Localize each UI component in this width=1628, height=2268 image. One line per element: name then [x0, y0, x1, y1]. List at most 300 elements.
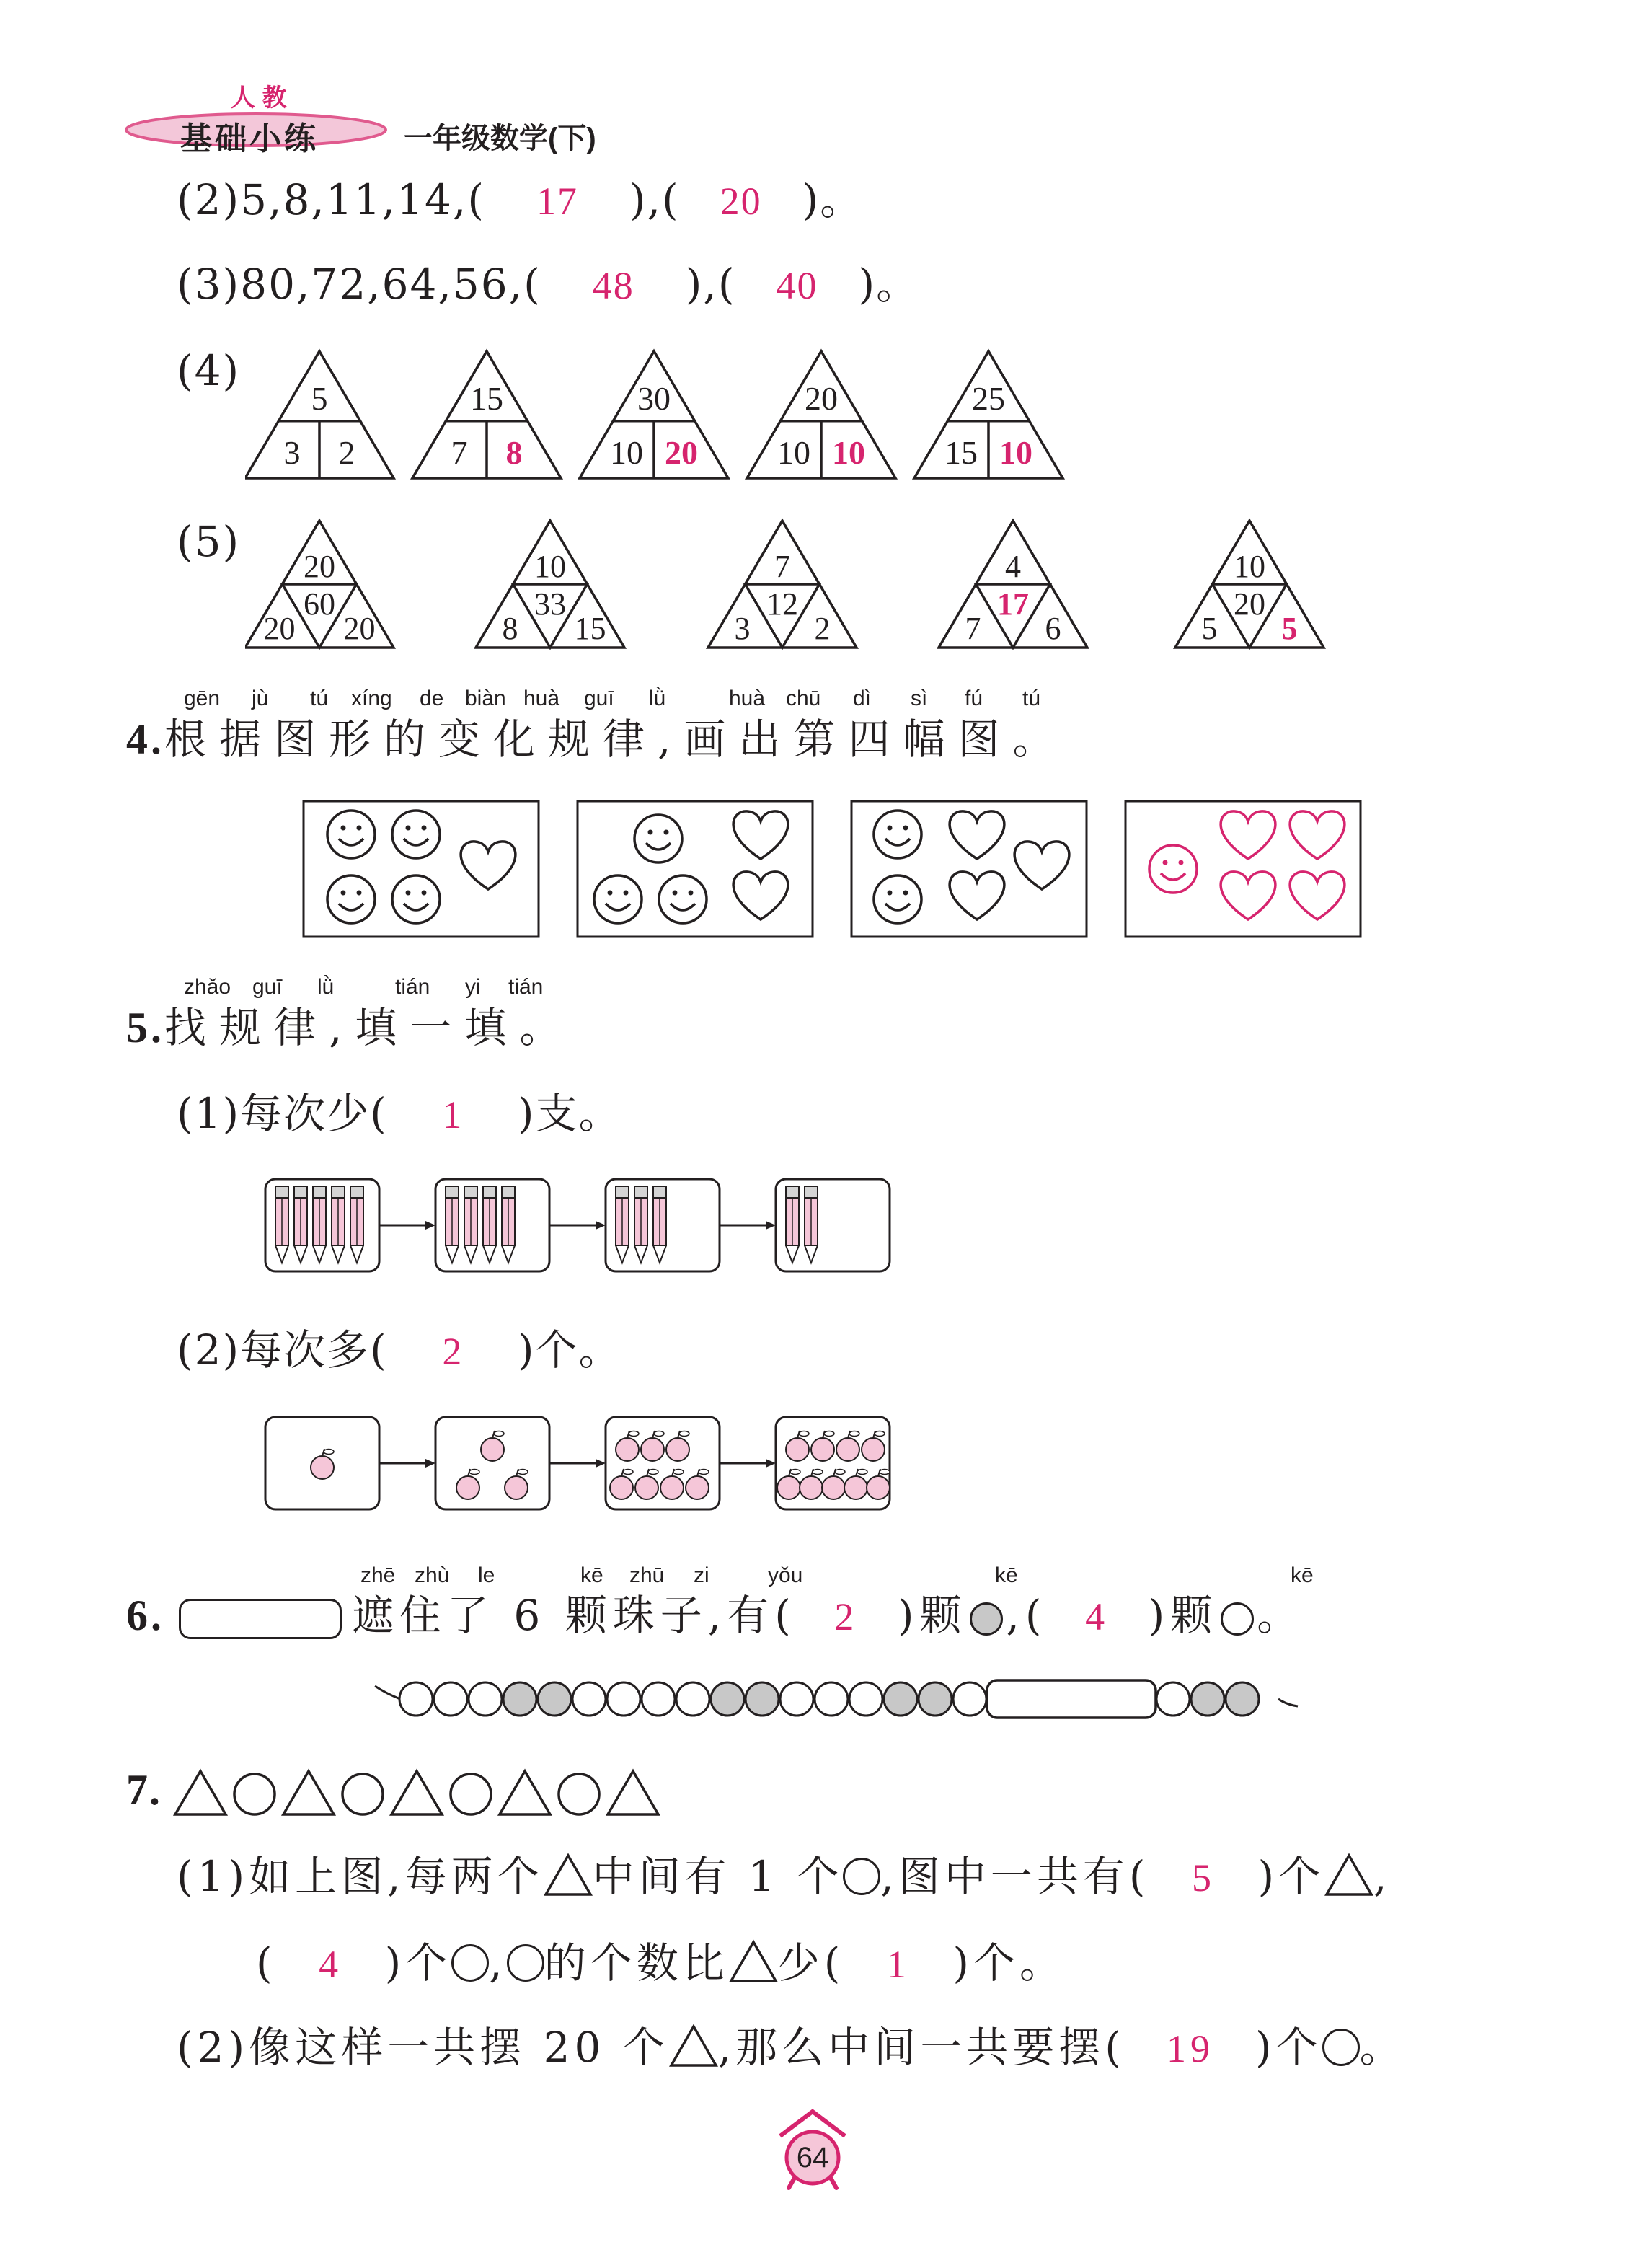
q7-part1-text-k: )个。 [952, 1938, 1066, 1987]
apple-boxes [263, 1413, 898, 1514]
gray-bead [1226, 1682, 1259, 1716]
string-end [375, 1686, 400, 1699]
page-header [123, 72, 627, 159]
q7-part2-text-c: )个 [1255, 2023, 1322, 2072]
figure-frame-4-answer [1125, 801, 1361, 937]
triangle-number: 8 [502, 611, 518, 646]
apple-body [616, 1438, 639, 1461]
triangle-circle-sequence [173, 1765, 678, 1819]
triangle-number: 10 [832, 434, 865, 471]
apple-body [862, 1438, 885, 1461]
page-number: 64 [796, 2142, 829, 2174]
apple-leaf [679, 1431, 689, 1437]
q5-part2-text: 每次多( [240, 1325, 388, 1375]
apple-leaf [654, 1431, 664, 1437]
arrow-head [425, 1221, 435, 1230]
q5-question [126, 1003, 575, 1052]
apple-leaf [799, 1431, 809, 1437]
pinyin: le [478, 1563, 495, 1587]
pinyin: huà [523, 687, 560, 710]
q5-part1 [177, 1089, 622, 1138]
circle-icon [342, 1774, 383, 1814]
pencil-eraser [616, 1186, 629, 1198]
q3-part3-label: (3) [177, 260, 241, 309]
heart-icon [733, 811, 788, 859]
number-triangle [914, 351, 1063, 478]
white-bead-icon [1221, 1602, 1254, 1636]
q7-part1-answer2: 4 [319, 1943, 343, 1986]
apple-body [311, 1456, 334, 1479]
triangle-icon [729, 1938, 778, 1990]
header-edition: 人 教 [231, 84, 287, 112]
heart-icon [1290, 811, 1345, 859]
triangle-number: 7 [965, 611, 981, 646]
white-bead [572, 1682, 606, 1716]
triangle-number: 20 [263, 611, 296, 646]
pencil-sequence [263, 1175, 898, 1276]
q7-part1-text-c: ,图中一共有( [880, 1852, 1150, 1901]
number-triangle [476, 521, 624, 648]
triangle-number: 20 [805, 379, 838, 417]
q6-text-4: )颗 [1148, 1591, 1218, 1640]
pinyin: yi [465, 975, 481, 999]
smiley-icon [327, 875, 375, 923]
q3-part2-sequence: 5,8,11,14, [240, 175, 468, 224]
bead-string [371, 1672, 1301, 1729]
pencil-icon [634, 1186, 647, 1263]
header-subject: 一年级数学(下) [404, 123, 596, 154]
triangle-number: 20 [1234, 586, 1265, 622]
heart-icon [1290, 872, 1345, 919]
pencil-icon [805, 1186, 818, 1263]
pinyin: tú [1022, 687, 1041, 710]
triangle-set-inner [245, 512, 1355, 656]
pencil-icon [332, 1186, 345, 1263]
triangle-number: 17 [997, 586, 1029, 622]
circle-icon [451, 1774, 491, 1814]
triangle-number: 60 [304, 586, 335, 622]
q7-part2 [177, 2023, 1406, 2074]
q5-text: 找规律,填一填。 [164, 1003, 575, 1052]
triangle-number: 8 [505, 434, 523, 471]
apple-body [505, 1476, 528, 1499]
heart-icon [1221, 811, 1275, 859]
white-bead [676, 1682, 709, 1716]
pencil-eraser [786, 1186, 799, 1198]
white-bead [953, 1682, 986, 1716]
triangle-number: 6 [1045, 611, 1061, 646]
triangle-number: 10 [534, 549, 566, 584]
q7-part2-text-b: ,那么中间一共要摆( [717, 2023, 1125, 2072]
apple-body [610, 1476, 633, 1499]
pencil-boxes [263, 1175, 898, 1276]
pencil-icon [616, 1186, 629, 1263]
gray-bead [503, 1682, 536, 1716]
q4-number: 4. [126, 715, 164, 763]
smiley-icon [1149, 845, 1197, 893]
q7-part1-text-i: 的个数比 [544, 1938, 729, 1987]
q7-part1-text-a: 如上图,每两个 [249, 1852, 544, 1901]
q6-pinyin [360, 1563, 1370, 1592]
pencil-eraser [332, 1186, 345, 1198]
smiley-icon [659, 875, 707, 923]
apple-body [456, 1476, 479, 1499]
heart-icon [461, 842, 516, 889]
apple-leaf [813, 1470, 823, 1475]
pinyin: tián [395, 975, 430, 999]
apple-body [777, 1476, 800, 1499]
white-bead [1156, 1682, 1190, 1716]
pencil-icon [294, 1186, 307, 1263]
white-bead [849, 1682, 882, 1716]
pencil-icon [275, 1186, 288, 1263]
pinyin: kē [995, 1563, 1018, 1587]
apple-body [822, 1476, 845, 1499]
gray-bead [538, 1682, 571, 1716]
triangle-icon [1324, 1852, 1373, 1903]
q7-part1-text-b: 中间有 1 个 [592, 1852, 844, 1901]
q7-part1-text-d: )个 [1257, 1852, 1325, 1901]
apple-box [435, 1417, 549, 1509]
pencil-eraser [483, 1186, 496, 1198]
q3-part3-sequence: 80,72,64,56, [240, 260, 524, 309]
gray-bead [1191, 1682, 1224, 1716]
triangle-number: 5 [311, 379, 328, 417]
pinyin: sì [911, 687, 928, 710]
pencil-icon [786, 1186, 799, 1263]
q5-number: 5. [126, 1004, 164, 1051]
triangle-number: 5 [1201, 611, 1218, 646]
circle-icon [843, 1858, 880, 1895]
header-series: 基础小练 [180, 121, 319, 156]
gray-bead [711, 1682, 744, 1716]
heart-icon [950, 872, 1004, 919]
pencil-eraser [634, 1186, 647, 1198]
apple-body [867, 1476, 890, 1499]
q6-question [126, 1591, 1305, 1640]
q6-number: 6. [126, 1592, 164, 1639]
pinyin: gēn [184, 687, 221, 710]
apple-body [666, 1438, 689, 1461]
triangle-number: 5 [1281, 611, 1298, 646]
pinyin: lǜ [649, 687, 666, 710]
triangle-number: 12 [766, 586, 798, 622]
triangle-number: 15 [574, 611, 606, 646]
gray-bead [746, 1682, 779, 1716]
pinyin: huà [729, 687, 766, 710]
q7-part1-label: (1) [177, 1852, 249, 1901]
smiley-icon [634, 815, 682, 862]
arrow-head [766, 1221, 776, 1230]
white-bead [607, 1682, 640, 1716]
triangle-icon [608, 1771, 658, 1814]
triangle-number: 2 [338, 434, 355, 471]
pencil-eraser [805, 1186, 818, 1198]
white-bead [399, 1682, 433, 1716]
q7-shape-row [173, 1765, 678, 1819]
smiley-icon [874, 875, 921, 923]
white-bead [815, 1682, 848, 1716]
triangle-set-sum [245, 343, 1096, 487]
triangle-icon [391, 1771, 442, 1814]
apple-body [844, 1476, 867, 1499]
q7-part2-text-d: 。 [1359, 2023, 1406, 2072]
arrow-head [425, 1459, 435, 1468]
pencil-icon [653, 1186, 666, 1263]
pencil-icon [313, 1186, 326, 1263]
q3-part4-label: (4) [177, 346, 241, 395]
q7-part1-text-j: 少( [777, 1938, 845, 1987]
triangle-icon [175, 1771, 226, 1814]
triangle-number: 7 [774, 549, 790, 584]
apple-leaf [835, 1470, 845, 1475]
white-bead [434, 1682, 467, 1716]
q3-part2-answer1: 17 [536, 180, 578, 223]
q6-text-1: 遮住了 6 颗珠子,有( [352, 1591, 797, 1640]
apple-leaf [494, 1431, 504, 1437]
pinyin: tián [508, 975, 544, 999]
white-bead [780, 1682, 813, 1716]
pencil-eraser [294, 1186, 307, 1198]
apple-leaf [623, 1470, 633, 1475]
string-end [1278, 1699, 1298, 1706]
apple-leaf [699, 1470, 709, 1475]
apple-body [641, 1438, 664, 1461]
apple-body [800, 1476, 823, 1499]
triangle-number: 20 [304, 549, 335, 584]
pinyin: zhù [415, 1563, 450, 1587]
q7-part1-text-e: , [1373, 1852, 1392, 1901]
pattern-figures [299, 797, 1366, 941]
apple-leaf [469, 1470, 479, 1475]
pinyin: yǒu [768, 1563, 803, 1587]
q4-figures [299, 797, 1366, 941]
q4-text: 根据图形的变化规律,画出第四幅图。 [164, 715, 1068, 764]
q7-part1-answer3: 1 [886, 1943, 911, 1986]
q5-part1-answer: 1 [442, 1093, 464, 1137]
pinyin: chū [786, 687, 821, 710]
triangle-number: 2 [814, 611, 831, 646]
q7-part1-line1 [177, 1852, 1392, 1903]
number-triangle [1175, 521, 1324, 648]
cover-bar-icon [179, 1599, 342, 1639]
q7-part1-text-f: ( [256, 1938, 277, 1987]
gray-bead [919, 1682, 952, 1716]
q3-part4-triangles [245, 343, 1096, 487]
smiley-icon [392, 811, 440, 858]
triangle-number: 15 [470, 379, 503, 417]
heart-icon [1014, 842, 1069, 889]
smiley-icon [327, 811, 375, 858]
q7-part1-text-h: , [489, 1938, 507, 1987]
pinyin: guī [252, 975, 283, 999]
triangle-number: 25 [972, 379, 1005, 417]
white-bead [469, 1682, 502, 1716]
q5-pinyin [184, 975, 616, 1004]
pinyin: zhǎo [184, 975, 231, 999]
apple-body [635, 1476, 658, 1499]
triangle-number: 3 [734, 611, 751, 646]
apple-leaf [518, 1470, 528, 1475]
q5-part2 [177, 1325, 622, 1375]
triangle-icon [500, 1771, 550, 1814]
q3-part3: (3)80,72,64,56,( 48 ),( 40 )。 [177, 260, 920, 309]
number-triangle [708, 521, 857, 648]
pencil-icon [350, 1186, 363, 1263]
triangle-number: 20 [665, 434, 698, 471]
q6-text-3: ,( [1006, 1591, 1048, 1640]
pinyin: tú [310, 687, 329, 710]
q5-part2-label: (2) [177, 1325, 241, 1375]
white-bead [642, 1682, 675, 1716]
smiley-icon [594, 875, 642, 923]
pencil-eraser [350, 1186, 363, 1198]
pencil-icon [483, 1186, 496, 1263]
number-triangle [747, 351, 895, 478]
apple-body [686, 1476, 709, 1499]
triangle-icon [544, 1852, 593, 1903]
apple-leaf [673, 1470, 684, 1475]
pencil-eraser [502, 1186, 515, 1198]
q5-part2-answer: 2 [442, 1330, 464, 1373]
figure-frame-1 [304, 801, 539, 937]
triangle-number: 30 [637, 379, 671, 417]
pinyin: biàn [465, 687, 506, 710]
apple-leaf [880, 1470, 890, 1475]
apple-leaf [648, 1470, 658, 1475]
q7-part2-text-a: 像这样一共摆 20 个 [249, 2023, 669, 2072]
q7-part1-answer1: 5 [1191, 1856, 1216, 1899]
apple-body [786, 1438, 809, 1461]
q5-part1-label: (1) [177, 1089, 241, 1138]
q3-part5-triangles [245, 512, 1355, 656]
arrow-head [596, 1459, 606, 1468]
pinyin: zhē [360, 1563, 396, 1587]
number-triangle [245, 351, 394, 478]
pencil-eraser [464, 1186, 477, 1198]
q7-part1-line2 [256, 1938, 1066, 1990]
apple-sequence [263, 1413, 898, 1514]
q7-part1-text-g: )个 [384, 1938, 452, 1987]
apple-leaf [324, 1450, 334, 1455]
pencil-eraser [275, 1186, 288, 1198]
pencil-eraser [313, 1186, 326, 1198]
triangle-number: 7 [451, 434, 468, 471]
triangle-number: 10 [999, 434, 1032, 471]
pinyin: lǜ [317, 975, 335, 999]
pinyin: zhū [629, 1563, 665, 1587]
triangle-number: 10 [610, 434, 643, 471]
smiley-icon [874, 811, 921, 858]
pencil-eraser [653, 1186, 666, 1198]
apple-leaf [790, 1470, 800, 1475]
arrow-head [766, 1459, 776, 1468]
heart-icon [733, 872, 788, 919]
q6-text-2: )颗 [897, 1591, 968, 1640]
gray-bead [884, 1682, 917, 1716]
triangle-icon [669, 2023, 718, 2074]
q7-part2-answer: 19 [1166, 2027, 1214, 2070]
pinyin: kē [580, 1563, 603, 1587]
smiley-icon [392, 875, 440, 923]
q6-answer-2: 4 [1085, 1595, 1111, 1638]
q3-part2-label: (2) [177, 175, 241, 224]
q7-number: 7. [126, 1766, 162, 1814]
q3-part2: (2)5,8,11,14,( 17 ),( 20 )。 [177, 175, 864, 224]
pinyin: dì [853, 687, 872, 710]
pencil-icon [446, 1186, 459, 1263]
circle-icon [451, 1944, 489, 1982]
bead-string-figure [371, 1672, 1301, 1729]
apple-leaf [857, 1470, 867, 1475]
apple-body [836, 1438, 859, 1461]
circle-icon [1322, 2029, 1360, 2066]
number-triangle [412, 351, 561, 478]
number-triangle [580, 351, 728, 478]
q3-part3-answer2: 40 [776, 264, 818, 307]
apple-body [481, 1438, 504, 1461]
q5-part1-unit: )支。 [517, 1089, 622, 1138]
pencil-icon [502, 1186, 515, 1263]
page-number-badge [773, 2106, 852, 2192]
q3-part2-answer2: 20 [720, 180, 762, 223]
circle-icon [507, 1944, 544, 1982]
pinyin: guī [584, 687, 614, 710]
q4-question [126, 715, 1068, 764]
apple-leaf [875, 1431, 885, 1437]
triangle-number: 10 [777, 434, 810, 471]
pinyin: xíng [351, 687, 392, 710]
q6-answer-1: 2 [834, 1595, 860, 1638]
triangle-number: 10 [1234, 549, 1265, 584]
q3-part3-answer1: 48 [592, 264, 634, 307]
q6-text-5: 。 [1257, 1591, 1305, 1640]
q4-pinyin [184, 687, 1121, 715]
pinyin: jù [252, 687, 269, 710]
number-triangle [939, 521, 1087, 648]
pinyin: fú [965, 687, 983, 710]
pinyin: de [420, 687, 444, 710]
heart-icon [1221, 872, 1275, 919]
q5-part1-text: 每次少( [240, 1089, 388, 1138]
number-triangle [245, 521, 394, 648]
q3-part5-label: (5) [177, 517, 241, 566]
q7-part2-label: (2) [177, 2023, 249, 2072]
figure-frame-3 [851, 801, 1087, 937]
apple-body [811, 1438, 834, 1461]
pencil-eraser [446, 1186, 459, 1198]
triangle-number: 15 [944, 434, 978, 471]
arrow-head [596, 1221, 606, 1230]
heart-icon [950, 811, 1004, 859]
circle-icon [559, 1774, 599, 1814]
gray-bead-icon [970, 1602, 1003, 1636]
triangle-icon [283, 1771, 334, 1814]
pinyin: kē [1291, 1563, 1314, 1587]
apple-leaf [849, 1431, 859, 1437]
triangle-number: 3 [283, 434, 301, 471]
apple-leaf [629, 1431, 639, 1437]
pencil-icon [464, 1186, 477, 1263]
q5-part2-unit: )个。 [517, 1325, 622, 1375]
triangle-number: 33 [534, 586, 566, 622]
apple-leaf [824, 1431, 834, 1437]
cover-bar [987, 1680, 1156, 1718]
figure-frame-2 [578, 801, 813, 937]
pinyin: zi [694, 1563, 709, 1587]
triangle-number: 4 [1005, 549, 1021, 584]
triangle-number: 20 [343, 611, 376, 646]
